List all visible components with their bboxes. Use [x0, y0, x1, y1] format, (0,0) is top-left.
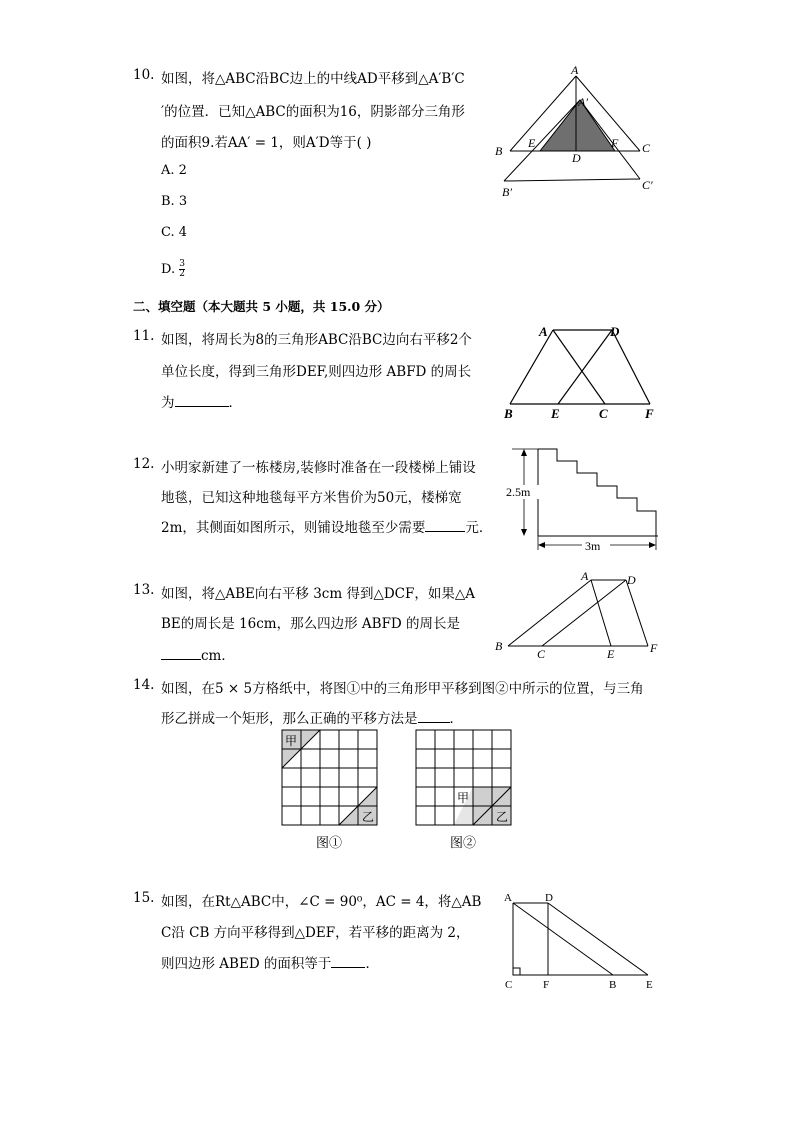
- label-yi: 乙: [496, 810, 509, 824]
- q10-line-3: 的面积9.若AA′ = 1，则A′D等于( ): [161, 135, 372, 151]
- label-C: C: [537, 647, 546, 660]
- q14-grid-1: [280, 728, 380, 853]
- q15-line-3-text: 则四边形 ABED 的面积等于: [161, 956, 332, 972]
- label-B: B: [495, 639, 503, 653]
- q12-line-3: [161, 516, 492, 536]
- label-F: F: [645, 406, 654, 421]
- q14-number: 14.: [133, 677, 155, 693]
- fraction-numerator: 3: [179, 259, 185, 269]
- q11-line-3: [161, 391, 242, 411]
- q13-line-1: 如图，将△ABE向右平移 3cm 得到△DCF，如果△A: [161, 586, 475, 602]
- q11-line-1: 如图，将周长为8的三角形ABC沿BC边向右平移2个: [161, 332, 472, 348]
- label-F: F: [611, 136, 619, 150]
- q10-line-1: 如图，将△ABC沿BC边上的中线AD平移到△A′B′C: [161, 71, 465, 87]
- label-C: C: [505, 979, 513, 991]
- q10-line-2: ′的位置．已知△ABC的面积为16，阴影部分三角形: [161, 104, 465, 120]
- fraction-denominator: 2: [179, 269, 185, 279]
- q11-line-3-text: 为: [161, 395, 175, 411]
- label-C-prime: C′: [642, 178, 653, 192]
- q12-line-2: 地毯，已知这种地毯每平方米售价为50元，楼梯宽: [161, 490, 462, 506]
- q14-answer-blank[interactable]: [418, 710, 450, 723]
- label-height: 2.5m: [506, 485, 531, 499]
- label-E: E: [607, 647, 615, 660]
- q12-line-3-text: 2m，其侧面如图所示，则铺设地毯至少需要: [161, 520, 426, 536]
- label-A: A: [581, 569, 589, 583]
- q15-line-3: [161, 952, 379, 972]
- label-F: F: [543, 979, 550, 991]
- q13-answer-blank[interactable]: [161, 647, 201, 660]
- label-D: D: [610, 324, 620, 339]
- caption-1: 图①: [316, 835, 343, 850]
- q15-number: 15.: [133, 890, 155, 906]
- q13-line-3: [161, 644, 235, 664]
- label-B: B: [504, 406, 513, 421]
- label-yi: 乙: [362, 810, 375, 824]
- q13-figure: [490, 568, 665, 660]
- label-jia: 甲: [285, 734, 298, 748]
- label-C: C: [642, 141, 651, 155]
- label-E: E: [551, 406, 560, 421]
- q12-answer-blank[interactable]: [425, 519, 465, 532]
- q13-line-3-text: cm．: [201, 648, 235, 664]
- label-A: A: [504, 892, 512, 904]
- q10-option-d[interactable]: [161, 260, 185, 279]
- q10-figure: [490, 60, 665, 200]
- q12-figure: [500, 440, 665, 555]
- label-D: D: [627, 573, 636, 587]
- q12-line-1: 小明家新建了一栋楼房,装修时准备在一段楼梯上铺设: [161, 460, 476, 476]
- q15-line-1: 如图，在Rt△ABC中，∠C = 90⁰，AC = 4，将△AB: [161, 894, 482, 910]
- q10-option-a[interactable]: A. 2: [161, 163, 187, 178]
- q11-answer-blank[interactable]: [175, 394, 229, 407]
- label-E: E: [646, 979, 653, 991]
- q14-line-2: [161, 707, 463, 727]
- label-length: 3m: [585, 539, 601, 553]
- q15-figure: [498, 886, 663, 994]
- label-D: D: [572, 151, 581, 165]
- q10-option-d-label: D.: [161, 262, 176, 277]
- q14-line-2-text: 形乙拼成一个矩形，那么正确的平移方法是: [161, 711, 418, 727]
- q14-line-1: 如图，在5 × 5方格纸中，将图①中的三角形甲平移到图②中所示的位置，与三角: [161, 681, 644, 697]
- label-B: B: [495, 144, 503, 158]
- q15-line-2: C沿 CB 方向平移得到△DEF，若平移的距离为 2，: [161, 925, 470, 941]
- label-D: D: [545, 892, 553, 904]
- q15-line-3-end: ．: [365, 956, 379, 972]
- label-B-prime: B′: [502, 185, 512, 199]
- q11-line-3-end: ．: [228, 395, 242, 411]
- q13-number: 13.: [133, 582, 155, 598]
- q14-grid-2: [414, 728, 514, 853]
- label-A: A: [539, 324, 548, 339]
- label-F: F: [650, 641, 658, 655]
- q13-line-2: BE的周长是 16cm，那么四边形 ABFD 的周长是: [161, 616, 461, 632]
- q12-number: 12.: [133, 456, 155, 472]
- section-title: 二、填空题（本大题共 5 小题，共 15.0 分）: [133, 299, 390, 314]
- q10-option-d-fraction: [179, 260, 185, 279]
- label-C: C: [599, 406, 608, 421]
- caption-2: 图②: [450, 835, 477, 850]
- q10-option-c[interactable]: C. 4: [161, 225, 188, 240]
- label-jia: 甲: [457, 791, 470, 805]
- q11-number: 11.: [133, 328, 155, 344]
- q10-option-b[interactable]: B. 3: [161, 194, 188, 209]
- label-A-prime: A′: [578, 95, 588, 109]
- label-E: E: [528, 136, 536, 150]
- q12-line-3-end: 元．: [465, 520, 493, 536]
- label-B: B: [609, 979, 617, 991]
- q10-number: 10.: [133, 67, 155, 83]
- q15-answer-blank[interactable]: [331, 955, 365, 968]
- label-A: A: [571, 63, 579, 77]
- q11-line-2: 单位长度，得到三角形DEF,则四边形 ABFD 的周长: [161, 364, 472, 380]
- q14-line-2-end: ．: [449, 711, 463, 727]
- q11-figure: [495, 318, 665, 423]
